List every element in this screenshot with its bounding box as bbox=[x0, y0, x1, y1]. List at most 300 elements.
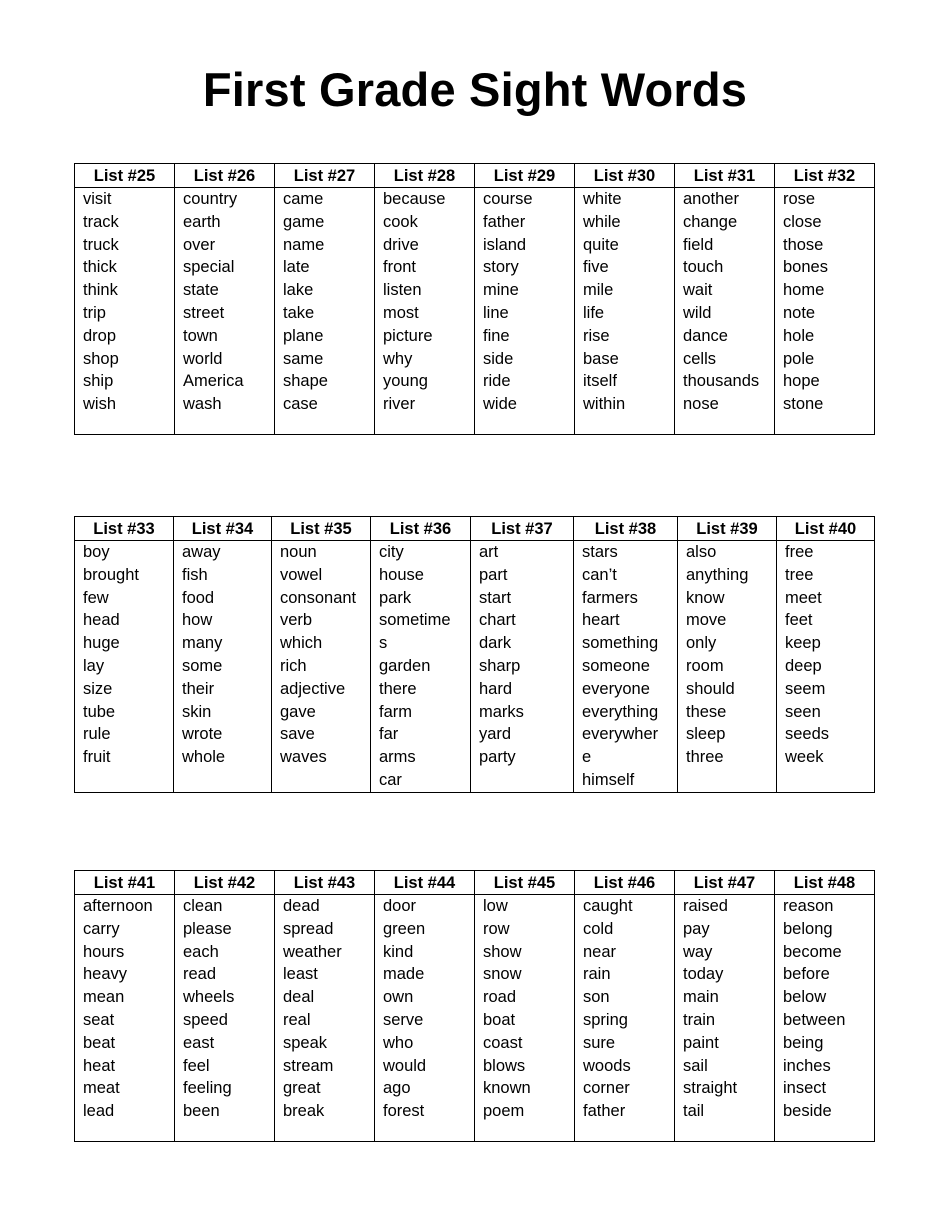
sight-word: sail bbox=[683, 1056, 708, 1075]
sight-word: three bbox=[686, 748, 724, 767]
sight-word: picture bbox=[383, 326, 433, 345]
sight-word: being bbox=[783, 1033, 824, 1052]
sight-word: came bbox=[283, 190, 324, 208]
sight-word: mean bbox=[83, 988, 125, 1007]
list-header: List #33 bbox=[75, 517, 174, 541]
sight-word: cook bbox=[383, 212, 418, 231]
sight-word: note bbox=[783, 303, 816, 322]
sight-word: east bbox=[183, 1033, 215, 1052]
word-list-column bbox=[678, 541, 777, 793]
sight-word: country bbox=[183, 190, 238, 208]
sight-word: track bbox=[83, 212, 119, 231]
sight-word: few bbox=[83, 588, 109, 607]
table-header-row bbox=[75, 871, 875, 895]
sight-word: rule bbox=[83, 725, 111, 744]
sight-word: chart bbox=[479, 611, 516, 630]
sight-word: game bbox=[283, 212, 325, 231]
sight-word: plane bbox=[283, 326, 324, 345]
sight-word: move bbox=[686, 611, 727, 630]
sight-word: hope bbox=[783, 372, 820, 391]
list-header: List #47 bbox=[675, 871, 775, 895]
sight-word: why bbox=[383, 349, 413, 368]
list-header: List #42 bbox=[175, 871, 275, 895]
sight-word: story bbox=[483, 258, 519, 277]
word-list-column bbox=[775, 188, 875, 435]
sight-word: caught bbox=[583, 897, 633, 915]
sight-word: speed bbox=[183, 1010, 228, 1029]
sight-word: beat bbox=[83, 1033, 116, 1052]
word-list-column bbox=[75, 541, 174, 793]
sight-word: young bbox=[383, 372, 428, 391]
word-list-column bbox=[574, 541, 678, 793]
sight-word: wheels bbox=[183, 988, 235, 1007]
table-words-row bbox=[75, 895, 875, 1142]
sight-word: everything bbox=[582, 702, 659, 721]
sight-word: straight bbox=[683, 1079, 738, 1098]
sight-word: party bbox=[479, 748, 516, 767]
sight-word: seeds bbox=[785, 725, 830, 744]
sight-word: sometime bbox=[379, 611, 451, 630]
sight-word: special bbox=[183, 258, 235, 277]
list-header: List #31 bbox=[675, 164, 775, 188]
sight-word: speak bbox=[283, 1033, 328, 1052]
sight-word: itself bbox=[583, 372, 617, 391]
sight-word: yard bbox=[479, 725, 512, 744]
sight-word: start bbox=[479, 588, 512, 607]
list-header: List #39 bbox=[678, 517, 777, 541]
sight-word: because bbox=[383, 190, 446, 208]
sight-word: fine bbox=[483, 326, 510, 345]
sight-word: part bbox=[479, 565, 508, 584]
sight-word: something bbox=[582, 634, 659, 653]
word-list-column bbox=[475, 188, 575, 435]
sight-word: deep bbox=[785, 656, 822, 675]
sight-word: who bbox=[383, 1033, 414, 1052]
sight-word: many bbox=[182, 634, 223, 653]
sight-word: belong bbox=[783, 919, 833, 938]
list-header: List #40 bbox=[777, 517, 875, 541]
sight-word: real bbox=[283, 1010, 311, 1029]
sight-word: insect bbox=[783, 1079, 827, 1098]
list-header: List #26 bbox=[175, 164, 275, 188]
sight-word: seem bbox=[785, 679, 826, 698]
sight-word: truck bbox=[83, 235, 119, 254]
sight-word: side bbox=[483, 349, 514, 368]
sight-word: become bbox=[783, 942, 842, 961]
sight-word: there bbox=[379, 679, 417, 698]
sight-word: deal bbox=[283, 988, 315, 1007]
sight-word: room bbox=[686, 656, 724, 675]
sight-word: listen bbox=[383, 281, 422, 300]
sight-word: field bbox=[683, 235, 714, 254]
sight-word: green bbox=[383, 919, 426, 938]
sight-word: far bbox=[379, 725, 399, 744]
sight-word: feet bbox=[785, 611, 813, 630]
sight-word: while bbox=[583, 212, 621, 231]
sight-word: river bbox=[383, 395, 416, 414]
sight-word: wrote bbox=[182, 725, 223, 744]
sight-word: front bbox=[383, 258, 417, 277]
sight-word: boy bbox=[83, 543, 110, 561]
sight-word: anything bbox=[686, 565, 749, 584]
sight-word: wide bbox=[483, 395, 517, 414]
sight-word: corner bbox=[583, 1079, 630, 1098]
sight-word: skin bbox=[182, 702, 212, 721]
list-header: List #37 bbox=[471, 517, 574, 541]
sight-word: art bbox=[479, 543, 499, 561]
sight-word: raised bbox=[683, 897, 728, 915]
sight-word: own bbox=[383, 988, 414, 1007]
sight-word: same bbox=[283, 349, 324, 368]
word-list-column bbox=[75, 895, 175, 1142]
sight-word: seen bbox=[785, 702, 821, 721]
sight-word: farmers bbox=[582, 588, 638, 607]
sight-word: beside bbox=[783, 1102, 832, 1121]
page-title: First Grade Sight Words bbox=[202, 63, 748, 116]
sight-word: father bbox=[483, 212, 526, 231]
sight-word: quite bbox=[583, 235, 619, 254]
list-header: List #25 bbox=[75, 164, 175, 188]
list-header: List #32 bbox=[775, 164, 875, 188]
sight-word: America bbox=[183, 372, 244, 391]
sight-word: road bbox=[483, 988, 517, 1007]
sight-word: heat bbox=[83, 1056, 116, 1075]
sight-word: everyone bbox=[582, 679, 650, 698]
sight-word: garden bbox=[379, 656, 431, 675]
sight-word: dead bbox=[283, 897, 320, 915]
sight-word: woods bbox=[583, 1056, 631, 1075]
sight-word: marks bbox=[479, 702, 524, 721]
sight-word: line bbox=[483, 303, 509, 322]
sight-word: everywher bbox=[582, 725, 659, 744]
list-header: List #30 bbox=[575, 164, 675, 188]
sight-word: farm bbox=[379, 702, 412, 721]
table-words-row bbox=[75, 541, 875, 793]
sight-word: fish bbox=[182, 565, 208, 584]
sight-word: how bbox=[182, 611, 213, 630]
sight-word: touch bbox=[683, 258, 724, 277]
list-header: List #48 bbox=[775, 871, 875, 895]
sight-word: stars bbox=[582, 543, 618, 561]
sight-word: stream bbox=[283, 1056, 334, 1075]
sight-word: house bbox=[379, 565, 424, 584]
sight-word: dance bbox=[683, 326, 728, 345]
word-table-1 bbox=[74, 163, 875, 435]
sight-word: rose bbox=[783, 190, 816, 208]
sight-word: think bbox=[83, 281, 118, 300]
sight-word: read bbox=[183, 965, 217, 984]
sight-word: town bbox=[183, 326, 218, 345]
sight-word: lay bbox=[83, 656, 105, 675]
sight-word: island bbox=[483, 235, 527, 254]
sight-word: wild bbox=[683, 303, 712, 322]
sight-word: lake bbox=[283, 281, 314, 300]
sight-word: late bbox=[283, 258, 310, 277]
sight-word: size bbox=[83, 679, 113, 698]
sight-word: close bbox=[783, 212, 822, 231]
sight-word: way bbox=[683, 942, 713, 961]
sight-word: state bbox=[183, 281, 219, 300]
sight-word: wash bbox=[183, 395, 222, 414]
sight-word: feeling bbox=[183, 1079, 232, 1098]
sight-word: least bbox=[283, 965, 318, 984]
sight-word: name bbox=[283, 235, 325, 254]
sight-word: afternoon bbox=[83, 897, 153, 915]
word-list-column bbox=[471, 541, 574, 793]
sight-word: shop bbox=[83, 349, 119, 368]
sight-word: snow bbox=[483, 965, 522, 984]
sight-word: rich bbox=[280, 656, 307, 675]
word-list-column bbox=[175, 188, 275, 435]
sight-word: rain bbox=[583, 965, 611, 984]
sight-word: sleep bbox=[686, 725, 726, 744]
sight-word: know bbox=[686, 588, 725, 607]
sight-word: fruit bbox=[83, 748, 111, 767]
sight-word: huge bbox=[83, 634, 120, 653]
sight-word: head bbox=[83, 611, 120, 630]
table-header-row bbox=[75, 164, 875, 188]
sight-word: car bbox=[379, 770, 402, 789]
sight-word: feel bbox=[183, 1056, 210, 1075]
word-list-column bbox=[575, 188, 675, 435]
sight-word: should bbox=[686, 679, 735, 698]
sight-word: inches bbox=[783, 1056, 831, 1075]
sight-word: before bbox=[783, 965, 830, 984]
sight-word: street bbox=[183, 303, 225, 322]
sight-word: city bbox=[379, 543, 404, 561]
sight-word: below bbox=[783, 988, 827, 1007]
sight-word: drop bbox=[83, 326, 117, 345]
sight-word: main bbox=[683, 988, 719, 1007]
sight-word: pay bbox=[683, 919, 710, 938]
word-list-column bbox=[675, 895, 775, 1142]
word-list-column bbox=[275, 895, 375, 1142]
sight-word: sharp bbox=[479, 656, 521, 675]
sight-word: tail bbox=[683, 1102, 705, 1121]
sight-word: serve bbox=[383, 1010, 424, 1029]
sight-word: paint bbox=[683, 1033, 719, 1052]
sight-word: e bbox=[582, 748, 592, 767]
sight-word: seat bbox=[83, 1010, 115, 1029]
sight-word: tree bbox=[785, 565, 814, 584]
sight-word: vowel bbox=[280, 565, 323, 584]
sight-word: mine bbox=[483, 281, 519, 300]
sight-word: forest bbox=[383, 1102, 425, 1121]
sight-word: drive bbox=[383, 235, 419, 254]
word-list-column bbox=[175, 895, 275, 1142]
sight-word: blows bbox=[483, 1056, 526, 1075]
sight-word: ship bbox=[83, 372, 114, 391]
sight-word: clean bbox=[183, 897, 223, 915]
sight-word: would bbox=[383, 1056, 427, 1075]
sight-word: life bbox=[583, 303, 605, 322]
sight-word: meat bbox=[83, 1079, 120, 1098]
table-words-row bbox=[75, 188, 875, 435]
sight-word: earth bbox=[183, 212, 221, 231]
sight-word: save bbox=[280, 725, 315, 744]
sight-word: great bbox=[283, 1079, 321, 1098]
sight-word: hours bbox=[83, 942, 125, 961]
sight-word: kind bbox=[383, 942, 414, 961]
sight-word: please bbox=[183, 919, 232, 938]
sight-word: train bbox=[683, 1010, 716, 1029]
word-list-column bbox=[174, 541, 272, 793]
sight-word: heart bbox=[582, 611, 620, 630]
sight-word: also bbox=[686, 543, 717, 561]
sight-word: known bbox=[483, 1079, 531, 1098]
sight-word: take bbox=[283, 303, 315, 322]
sight-word: world bbox=[183, 349, 223, 368]
sight-word: wish bbox=[83, 395, 117, 414]
sight-word: row bbox=[483, 919, 510, 938]
sight-word: trip bbox=[83, 303, 106, 322]
sight-word: park bbox=[379, 588, 412, 607]
word-list-column bbox=[775, 895, 875, 1142]
word-list-column bbox=[371, 541, 471, 793]
sight-word: thick bbox=[83, 258, 117, 277]
sight-word: today bbox=[683, 965, 724, 984]
list-header: List #35 bbox=[272, 517, 371, 541]
sight-word: son bbox=[583, 988, 610, 1007]
sight-word: within bbox=[583, 395, 626, 414]
sight-word: pole bbox=[783, 349, 815, 368]
table-header-row bbox=[75, 517, 875, 541]
sight-word: noun bbox=[280, 543, 317, 561]
sight-word: some bbox=[182, 656, 223, 675]
sight-word: between bbox=[783, 1010, 846, 1029]
sight-word: ride bbox=[483, 372, 511, 391]
sight-word: adjective bbox=[280, 679, 346, 698]
word-list-column bbox=[575, 895, 675, 1142]
sight-word: case bbox=[283, 395, 318, 414]
sight-word: another bbox=[683, 190, 739, 208]
sight-word: these bbox=[686, 702, 727, 721]
list-header: List #29 bbox=[475, 164, 575, 188]
list-header: List #41 bbox=[75, 871, 175, 895]
sight-word: over bbox=[183, 235, 216, 254]
list-header: List #34 bbox=[174, 517, 272, 541]
sight-word: consonant bbox=[280, 588, 357, 607]
word-list-column bbox=[375, 895, 475, 1142]
sight-word: home bbox=[783, 281, 825, 300]
word-list-column bbox=[777, 541, 875, 793]
sight-word: carry bbox=[83, 919, 120, 938]
sight-word: those bbox=[783, 235, 824, 254]
sight-word: nose bbox=[683, 395, 719, 414]
sight-word: base bbox=[583, 349, 619, 368]
sight-word: brought bbox=[83, 565, 139, 584]
sight-word: mile bbox=[583, 281, 614, 300]
sight-word: which bbox=[280, 634, 323, 653]
sight-word: each bbox=[183, 942, 219, 961]
sight-word: bones bbox=[783, 258, 828, 277]
sight-word: white bbox=[583, 190, 622, 208]
sight-word: rise bbox=[583, 326, 610, 345]
sight-word: meet bbox=[785, 588, 822, 607]
sight-word: cells bbox=[683, 349, 717, 368]
list-header: List #36 bbox=[371, 517, 471, 541]
sight-word: spread bbox=[283, 919, 334, 938]
sight-word: door bbox=[383, 897, 417, 915]
sight-word: heavy bbox=[83, 965, 128, 984]
sight-word: shape bbox=[283, 372, 328, 391]
sight-word: s bbox=[379, 634, 388, 653]
sight-word: ago bbox=[383, 1079, 411, 1098]
sight-word: only bbox=[686, 634, 717, 653]
sight-word: waves bbox=[280, 748, 327, 767]
sight-word: week bbox=[785, 748, 824, 767]
list-header: List #44 bbox=[375, 871, 475, 895]
sight-word: poem bbox=[483, 1102, 525, 1121]
sight-word: break bbox=[283, 1102, 325, 1121]
sight-word: five bbox=[583, 258, 609, 277]
word-table-2 bbox=[74, 516, 875, 793]
sight-word: whole bbox=[182, 748, 226, 767]
sight-word: dark bbox=[479, 634, 512, 653]
sight-word: father bbox=[583, 1102, 626, 1121]
sight-word: tube bbox=[83, 702, 116, 721]
sight-word: verb bbox=[280, 611, 313, 630]
list-header: List #45 bbox=[475, 871, 575, 895]
sight-word: course bbox=[483, 190, 533, 208]
sight-word: lead bbox=[83, 1102, 115, 1121]
sight-word: reason bbox=[783, 897, 834, 915]
sight-word: coast bbox=[483, 1033, 523, 1052]
sight-word: sure bbox=[583, 1033, 616, 1052]
sight-word: their bbox=[182, 679, 215, 698]
list-header: List #27 bbox=[275, 164, 375, 188]
sight-word: away bbox=[182, 543, 221, 561]
sight-word: show bbox=[483, 942, 522, 961]
sight-word: food bbox=[182, 588, 215, 607]
list-header: List #38 bbox=[574, 517, 678, 541]
sight-word: low bbox=[483, 897, 508, 915]
sight-word: free bbox=[785, 543, 814, 561]
word-list-column bbox=[475, 895, 575, 1142]
sight-word: wait bbox=[683, 281, 713, 300]
sight-word: boat bbox=[483, 1010, 516, 1029]
list-header: List #46 bbox=[575, 871, 675, 895]
sight-word: stone bbox=[783, 395, 824, 414]
word-list-column bbox=[275, 188, 375, 435]
word-table-3 bbox=[74, 870, 875, 1142]
sight-word: keep bbox=[785, 634, 821, 653]
word-list-column bbox=[272, 541, 371, 793]
sight-word: arms bbox=[379, 748, 416, 767]
sight-word: thousands bbox=[683, 372, 760, 391]
word-list-column bbox=[675, 188, 775, 435]
sight-word: near bbox=[583, 942, 617, 961]
sight-word: been bbox=[183, 1102, 220, 1121]
sight-word: hole bbox=[783, 326, 815, 345]
list-header: List #28 bbox=[375, 164, 475, 188]
sight-word: most bbox=[383, 303, 419, 322]
list-header: List #43 bbox=[275, 871, 375, 895]
sight-word: himself bbox=[582, 770, 635, 789]
sight-word: hard bbox=[479, 679, 513, 698]
word-list-column bbox=[375, 188, 475, 435]
word-list-column bbox=[75, 188, 175, 435]
sight-word: made bbox=[383, 965, 425, 984]
sight-word: weather bbox=[283, 942, 342, 961]
sight-word: gave bbox=[280, 702, 316, 721]
sight-word: change bbox=[683, 212, 738, 231]
sight-word: someone bbox=[582, 656, 650, 675]
sight-word: visit bbox=[83, 190, 112, 208]
sight-word: cold bbox=[583, 919, 614, 938]
sight-word: spring bbox=[583, 1010, 628, 1029]
sight-word: can’t bbox=[582, 565, 617, 584]
